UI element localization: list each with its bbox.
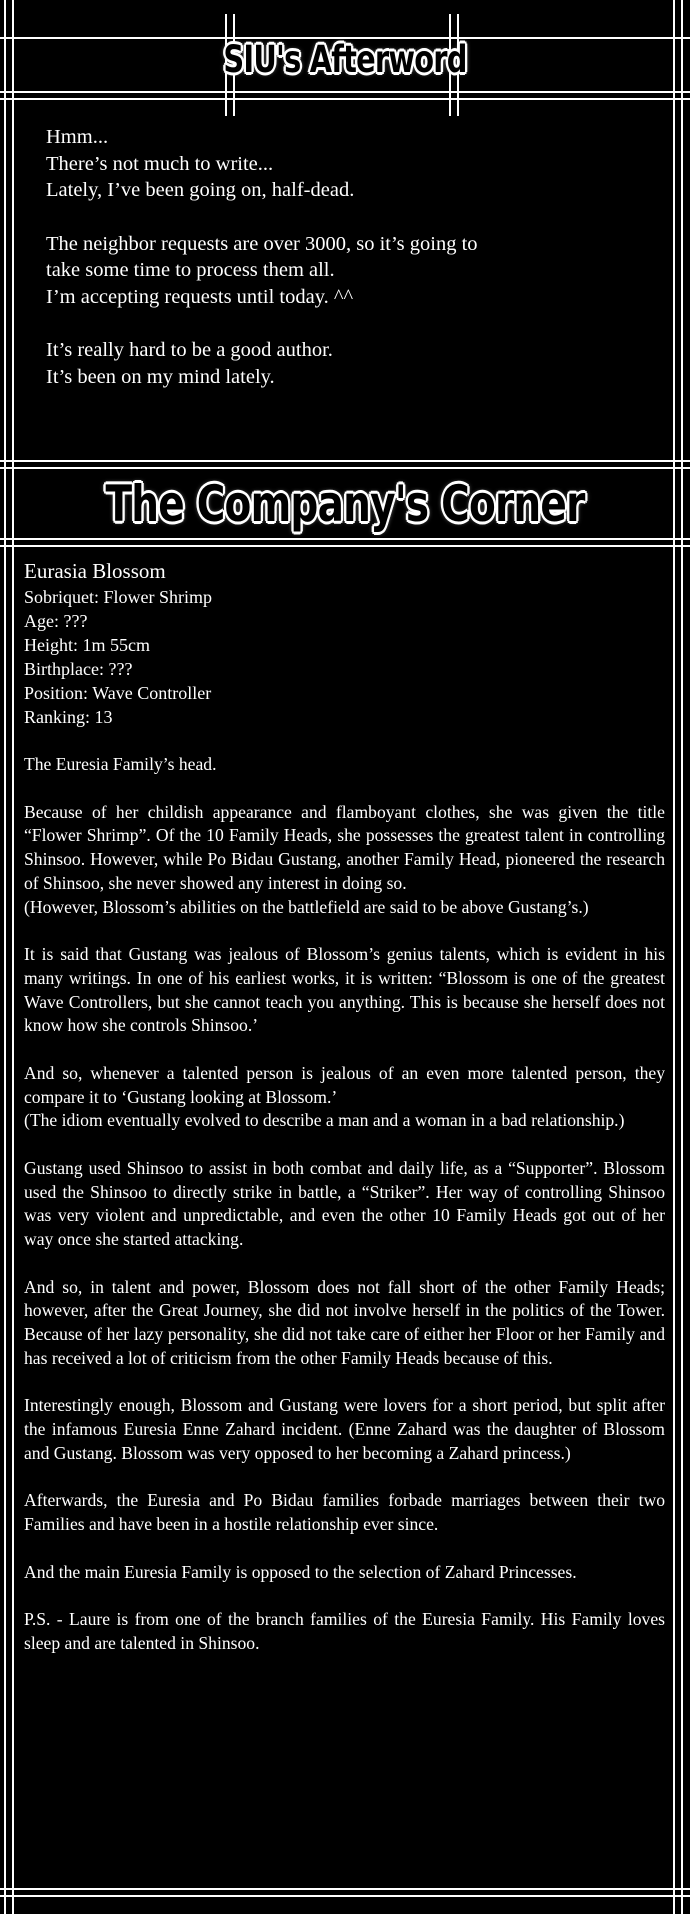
description-paragraph: And the main Euresia Family is opposed to the selection of Zahard Princesses.: [24, 1561, 577, 1582]
afterword-line: I’m accepting requests until today. ^^: [46, 285, 354, 308]
frame-line: [673, 0, 675, 1914]
stat-position: Position: Wave Controller: [24, 683, 212, 703]
stat-sobriquet: Sobriquet: Flower Shrimp: [24, 587, 212, 607]
frame-line: [12, 0, 14, 1914]
afterword-title: SIU's Afterword: [223, 38, 467, 81]
corner-title: The Company's Corner: [105, 475, 585, 533]
frame-line: [0, 460, 690, 462]
stat-birthplace: Birthplace: ???: [24, 659, 133, 679]
frame-line: [0, 545, 690, 547]
stat-ranking: Ranking: 13: [24, 707, 113, 727]
afterword-text: [46, 124, 606, 417]
afterword-paragraph: [46, 231, 606, 311]
stat-height: Height: 1m 55cm: [24, 635, 150, 655]
frame-line: [0, 538, 690, 540]
frame-line: [0, 1888, 690, 1890]
frame-line: [0, 1895, 690, 1897]
afterword-line: It’s really hard to be a good author.: [46, 339, 333, 361]
description-paragraph: P.S. - Laure is from one of the branch families of the Euresia Family. His Family loves sleep and are talented in Shinsoo.: [24, 1609, 665, 1653]
description-paragraph: Interestingly enough, Blossom and Gustang were lovers for a short period, but split after the infamous Euresia Enne Zahard incident. (Enne Zahard was the daughter of Blossom and Gustang. Blossom was very opposed to her becoming a Zahard princess.): [24, 1395, 665, 1463]
character-profile: [24, 558, 664, 729]
afterword-line: There’s not much to write...: [46, 152, 274, 175]
description-paragraph: The Euresia Family’s head.: [24, 754, 217, 774]
stat-age: Age: ???: [24, 611, 88, 631]
frame-line: [0, 98, 690, 100]
afterword-paragraph: [46, 337, 606, 390]
afterword-line: The neighbor requests are over 3000, so it’s going to: [46, 232, 478, 255]
frame-line: [681, 0, 683, 1914]
description-paragraph: It is said that Gustang was jealous of Blossom’s genius talents, which is evident in his many writings. In one of his earliest works, it is written: “Blossom is one of the greatest Wave Controllers, but she cannot teach you anything. This is because she herself does not know how she controls Shinsoo.’: [24, 944, 665, 1036]
description-paragraph: Afterwards, the Euresia and Po Bidau families forbade marriages between their two Families and have been in a hostile relationship ever since.: [24, 1490, 665, 1534]
afterword-paragraph: [46, 124, 606, 204]
description-paragraph: And so, in talent and power, Blossom does not fall short of the other Family Heads; however, after the Great Journey, she did not involve herself in the politics of the Tower. Because of her lazy personality, she did not take care of either her Floor or her Family and has received a lot of criticism from the other Family Heads because of this.: [24, 1276, 665, 1368]
frame-line: [0, 467, 690, 469]
afterword-line: It’s been on my mind lately.: [46, 365, 275, 388]
frame-line: [4, 0, 6, 1914]
description-paragraph: And so, whenever a talented person is jealous of an even more talented person, they compare it to ‘Gustang looking at Blossom.’ (The idiom eventually evolved to describe a man and a woman in a bad relationship.): [24, 1062, 665, 1131]
frame-line: [0, 91, 690, 93]
description-paragraph: Gustang used Shinsoo to assist in both combat and daily life, as a “Supporter”. Blossom used the Shinsoo to directly strike in battle, a “Striker”. Her way of controlling Shinsoo was very violent and unpredictable, and even the other 10 Family Heads got out of her way once she started attacking.: [24, 1157, 665, 1249]
character-description: [24, 753, 665, 1679]
afterword-line: Lately, I’ve been going on, half-dead.: [46, 179, 355, 201]
afterword-line: Hmm...: [46, 126, 109, 148]
afterword-line: take some time to process them all.: [46, 259, 335, 281]
description-paragraph: Because of her childish appearance and flamboyant clothes, she was given the title “Flower Shrimp”. Of the 10 Family Heads, she possesses the greatest talent in controlling Shinsoo. However, while Po Bidau Gustang, another Family Head, pioneered the research of Shinsoo, she never showed any interest in doing so. (However, Blossom’s abilities on the battlefield are said to be above Gustang’s.): [24, 801, 665, 917]
character-name: Eurasia Blossom: [24, 559, 166, 583]
